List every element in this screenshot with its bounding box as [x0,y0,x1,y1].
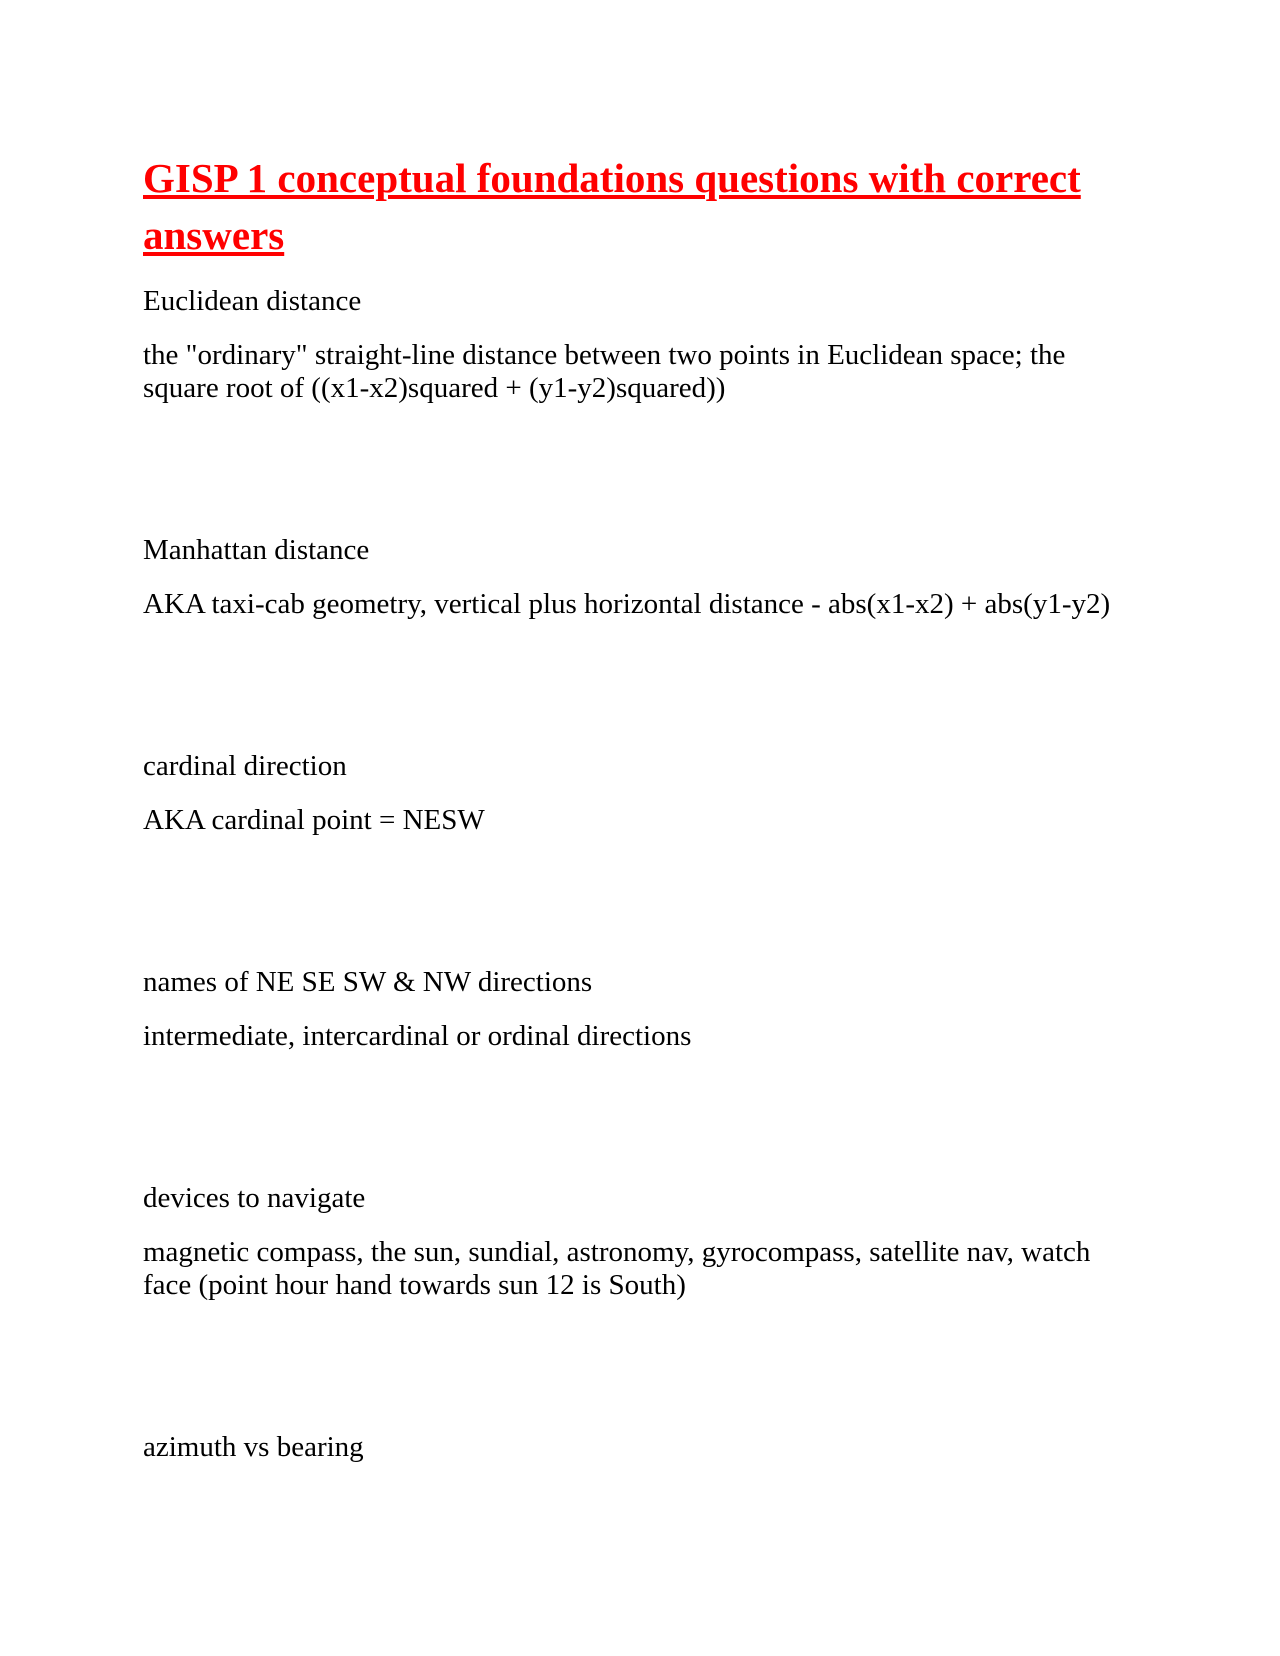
question-text: Euclidean distance [143,285,362,317]
qa-block [143,285,1137,405]
question-text: azimuth vs bearing [143,1431,364,1463]
answer-text: AKA taxi-cab geometry, vertical plus horizontal distance - abs(x1-x2) + abs(y1-y2) [143,588,1111,620]
qa-block [143,1431,1137,1464]
qa-block [143,1182,1137,1302]
question-text: Manhattan distance [143,534,370,566]
question-text: devices to navigate [143,1182,366,1214]
qa-block [143,966,1137,1053]
answer-text: the "ordinary" straight-line distance between two points in Euclidean space; the square root of ((x1-x2)squared + (y1-y2)squared)) [143,339,1066,404]
qa-block [143,534,1137,621]
answer-text: magnetic compass, the sun, sundial, astronomy, gyrocompass, satellite nav, watch face (point hour hand towards sun 12 is South) [143,1236,1091,1301]
document-title: GISP 1 conceptual foundations questions with correct answers [143,155,1081,258]
answer-text: AKA cardinal point = NESW [143,804,485,836]
answer-text: intermediate, intercardinal or ordinal directions [143,1020,692,1052]
qa-block [143,750,1137,837]
question-text: names of NE SE SW & NW directions [143,966,593,998]
question-text: cardinal direction [143,750,347,782]
